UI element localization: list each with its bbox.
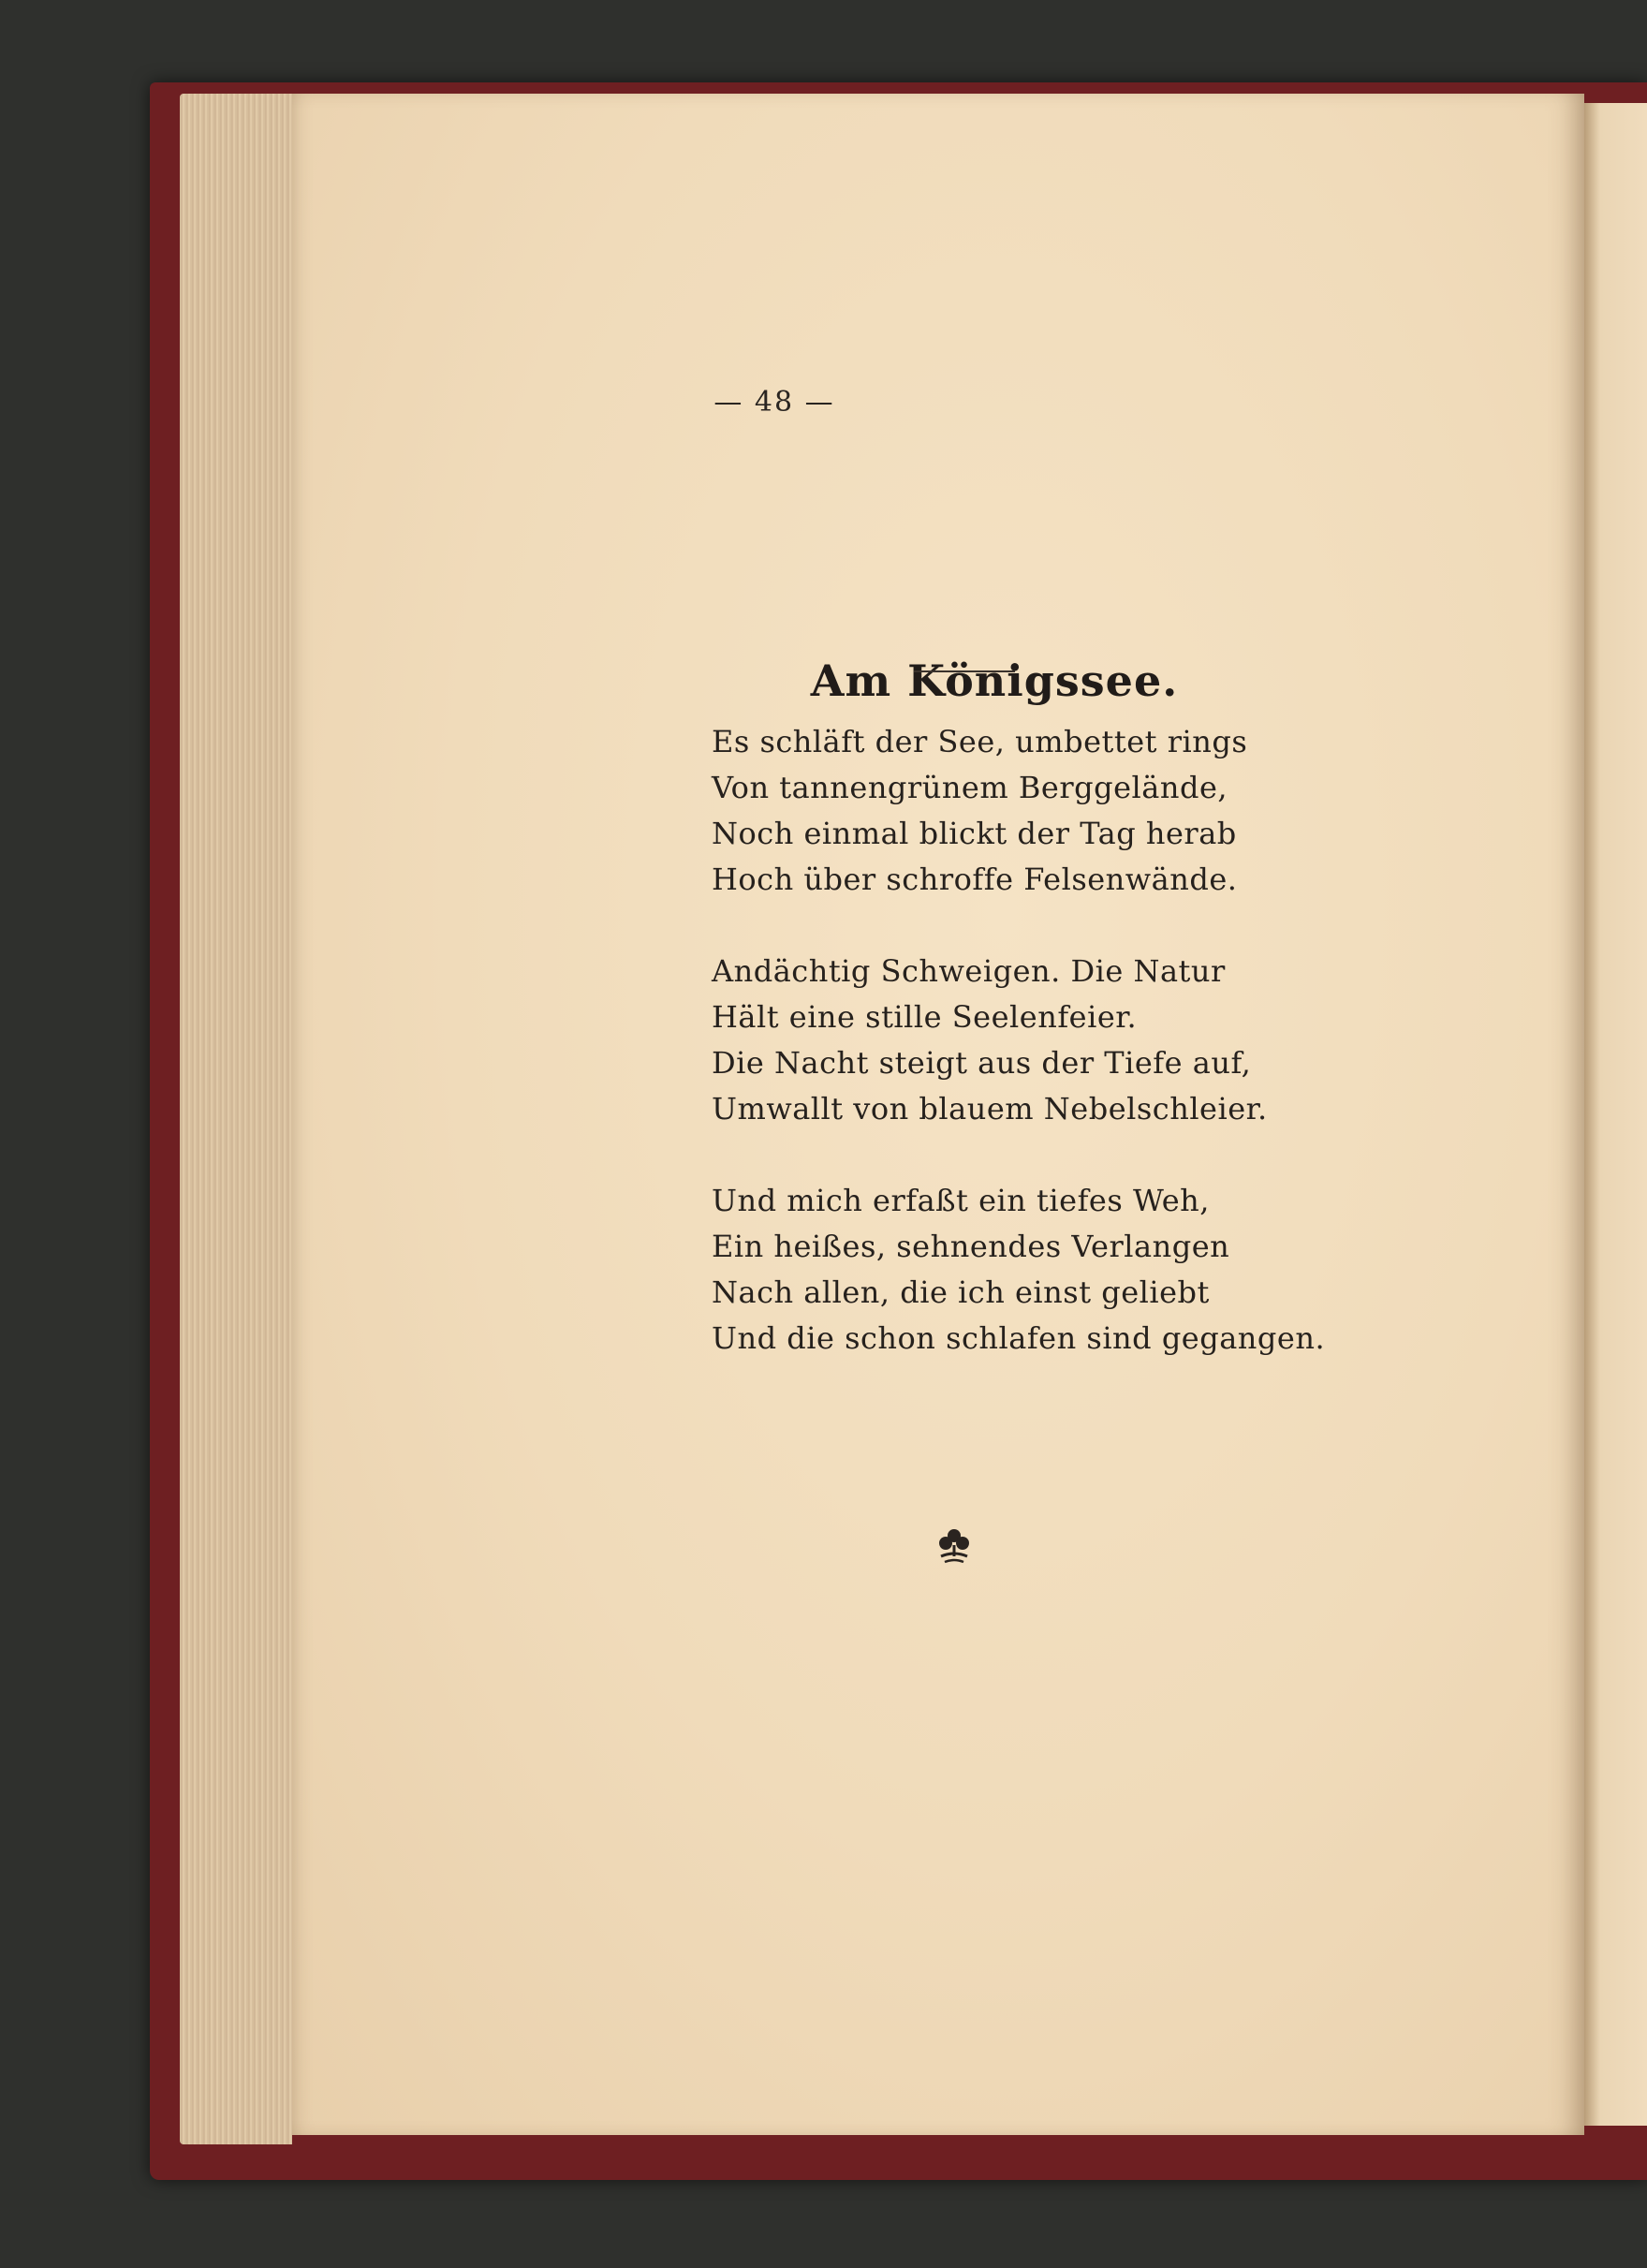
poem-line: Hält eine stille Seelenfeier.: [712, 999, 1138, 1035]
poem-line: Hoch über schroffe Felsenwände.: [712, 862, 1238, 897]
poem-line: Es schläft der See, umbettet rings: [712, 724, 1248, 759]
stanza: [712, 1178, 1461, 1362]
stanza: [712, 719, 1461, 903]
page-number: — 48 —: [713, 386, 835, 419]
poem-line: Noch einmal blickt der Tag herab: [712, 816, 1237, 851]
facing-page-edge: [1584, 103, 1647, 2126]
poem-line: Und die schon schlafen sind gegangen.: [712, 1320, 1326, 1356]
poem-line: Andächtig Schweigen. Die Natur: [712, 953, 1226, 989]
poem-title: Am Königssee.: [810, 655, 1179, 706]
poem-line: Ein heißes, sehnendes Verlangen: [712, 1229, 1230, 1264]
poem-body: [712, 719, 1461, 1407]
poem-line: Umwallt von blauem Nebelschleier.: [712, 1091, 1268, 1127]
page-edges: [180, 94, 292, 2144]
book-page: [292, 94, 1584, 2135]
poem-line: Von tannengrünem Berggelände,: [712, 770, 1228, 805]
stanza: [712, 949, 1461, 1132]
title-divider: [914, 670, 1015, 672]
poem-line: Nach allen, die ich einst geliebt: [712, 1274, 1210, 1310]
poem-line: Und mich erfaßt ein tiefes Weh,: [712, 1183, 1210, 1218]
floral-ornament-icon: [932, 1524, 977, 1569]
poem-line: Die Nacht steigt aus der Tiefe auf,: [712, 1045, 1252, 1081]
